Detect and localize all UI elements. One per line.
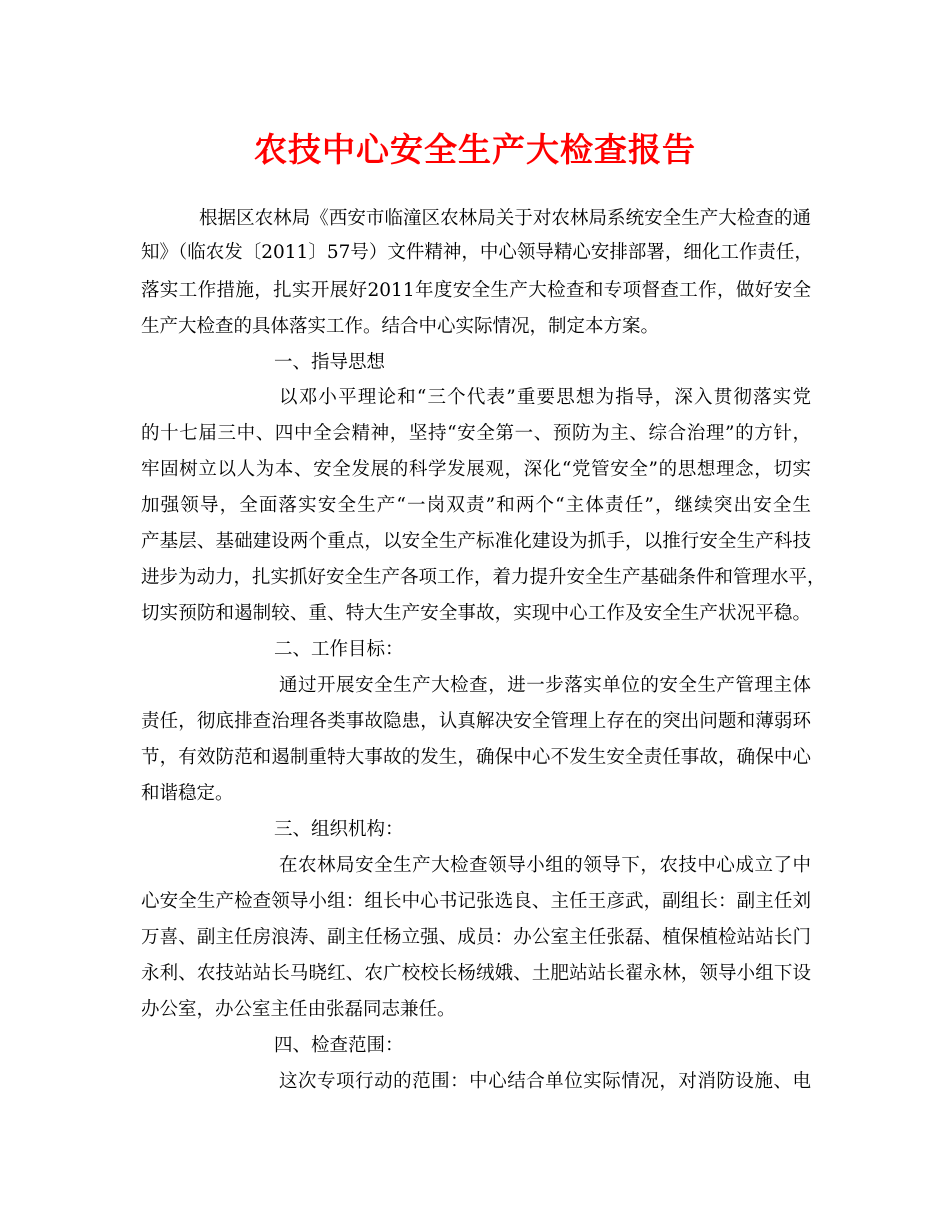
paragraph-line: 和谐稳定。 — [141, 783, 234, 804]
section-heading: 一、指导思想 — [274, 352, 386, 373]
paragraph-line: 的十七届三中、四中全会精神，坚持“安全第一、预防为主、综合治理”的方针， — [141, 423, 811, 444]
section-heading: 四、检查范围： — [274, 1035, 404, 1056]
paragraph-line: 万喜、副主任房浪涛、副主任杨立强、成员：办公室主任张磊、植保植检站站长门 — [141, 927, 811, 948]
paragraph-line: 责任，彻底排查治理各类事故隐患，认真解决安全管理上存在的突出问题和薄弱环 — [141, 711, 811, 732]
paragraph-line: 办公室，办公室主任由张磊同志兼任。 — [141, 999, 456, 1020]
paragraph-line: 在农林局安全生产大检查领导小组的领导下，农技中心成立了中 — [279, 855, 811, 876]
paragraph-line: 产基层、基础建设两个重点，以安全生产标准化建设为抓手，以推行安全生产科技 — [141, 531, 811, 552]
paragraph-line: 通过开展安全生产大检查，进一步落实单位的安全生产管理主体 — [279, 675, 811, 696]
document-title: 农技中心安全生产大检查报告 — [254, 130, 696, 169]
paragraph-line: 心安全生产检查领导小组：组长中心书记张选良、主任王彦武，副组长：副主任刘 — [141, 891, 811, 912]
paragraph-line: 加强领导，全面落实安全生产“一岗双责”和两个“主体责任”，继续突出安全生 — [141, 495, 811, 516]
paragraph-line: 落实工作措施，扎实开展好2011年度安全生产大检查和专项督查工作，做好安全 — [141, 280, 811, 301]
paragraph-line: 生产大检查的具体落实工作。结合中心实际情况，制定本方案。 — [141, 316, 660, 337]
paragraph-line: 牢固树立以人为本、安全发展的科学发展观，深化“党管安全”的思想理念，切实 — [141, 459, 811, 480]
paragraph-line: 进步为动力，扎实抓好安全生产各项工作，着力提升安全生产基础条件和管理水平， — [141, 567, 826, 588]
section-heading: 三、组织机构： — [274, 819, 404, 840]
paragraph-line: 以邓小平理论和“三个代表”重要思想为指导，深入贯彻落实党 — [279, 387, 811, 408]
paragraph-line: 切实预防和遏制较、重、特大生产安全事故，实现中心工作及安全生产状况平稳。 — [141, 603, 811, 624]
paragraph-line: 永利、农技站站长马晓红、农广校校长杨绒娥、土肥站站长翟永林，领导小组下设 — [141, 963, 811, 984]
paragraph-line: 这次专项行动的范围：中心结合单位实际情况，对消防设施、电 — [279, 1071, 811, 1092]
section-heading: 二、工作目标： — [274, 639, 404, 660]
paragraph-line: 节，有效防范和遏制重特大事故的发生，确保中心不发生安全责任事故，确保中心 — [141, 747, 811, 768]
paragraph-line: 根据区农林局《西安市临潼区农林局关于对农林局系统安全生产大检查的通 — [199, 208, 811, 229]
paragraph-line: 知》（临农发〔2011〕57号）文件精神，中心领导精心安排部署，细化工作责任， — [141, 242, 813, 263]
